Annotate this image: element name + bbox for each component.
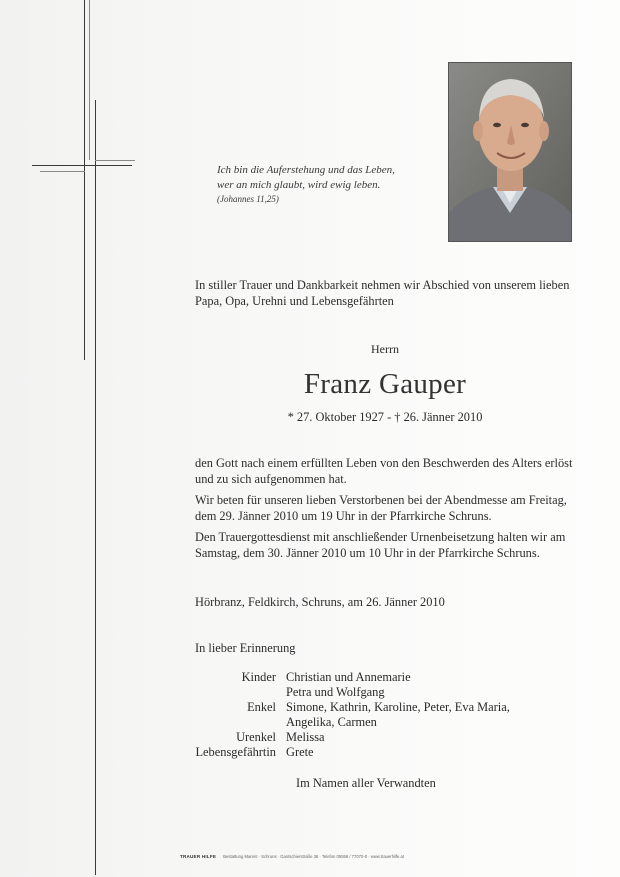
footer-text: Bestattung Marent · Schruns · Gantschierstraße 36 · Telefon 05556 / 77070-0 · www.trauerhilfe.at bbox=[223, 854, 405, 859]
deceased-name: Franz Gauper bbox=[303, 368, 467, 400]
quote-reference: (Johannes 11,25) bbox=[217, 194, 279, 204]
paragraph-release: den Gott nach einem erfüllten Leben von den Beschwerden des Alters erlöst und zu sich aufgenommen hat. bbox=[195, 456, 573, 486]
salutation: Herrn bbox=[371, 342, 399, 356]
portrait-photo bbox=[448, 62, 572, 242]
family-role: Kinder bbox=[241, 670, 276, 684]
family-row-great-grandchildren bbox=[170, 730, 570, 745]
family-names: Petra und Wolfgang bbox=[286, 685, 385, 699]
quote-line-1: Ich bin die Auferstehung und das Leben, bbox=[217, 164, 395, 176]
memory-heading: In lieber Erinnerung bbox=[195, 641, 296, 655]
family-names: Angelika, Carmen bbox=[286, 715, 377, 729]
footer bbox=[180, 854, 600, 859]
family-row-children bbox=[170, 670, 570, 700]
family-list bbox=[170, 670, 570, 760]
life-dates: * 27. Oktober 1927 - † 26. Jänner 2010 bbox=[287, 410, 483, 424]
quote-line-2: wer an mich glaubt, wird ewig leben. bbox=[217, 178, 381, 191]
family-role: Lebensgefährtin bbox=[195, 745, 276, 759]
family-role: Enkel bbox=[247, 700, 276, 714]
paragraph-evening-mass: Wir beten für unseren lieben Verstorbenen bei der Abendmesse am Freitag, dem 29. Jänner 2010 um 19 Uhr in der Pfarrkirche Schruns. bbox=[195, 493, 567, 523]
signoff: Im Namen aller Verwandten bbox=[296, 776, 436, 790]
family-names: Melissa bbox=[286, 730, 325, 744]
family-row-grandchildren bbox=[170, 700, 570, 730]
family-role: Urenkel bbox=[236, 730, 276, 744]
family-row-partner bbox=[170, 745, 570, 760]
footer-brand: TRAUER HILFE bbox=[180, 854, 217, 859]
cross-ornament bbox=[0, 0, 160, 877]
intro-text: In stiller Trauer und Dankbarkeit nehmen wir Abschied von unserem lieben Papa, Opa, Urehni und Lebensgefährten bbox=[195, 278, 570, 308]
family-names: Simone, Kathrin, Karoline, Peter, Eva Maria, bbox=[286, 700, 510, 714]
place-date: Hörbranz, Feldkirch, Schruns, am 26. Jänner 2010 bbox=[195, 595, 445, 609]
paragraph-funeral-service: Den Trauergottesdienst mit anschließender Urnenbeisetzung halten wir am Samstag, dem 30. Jänner 2010 um 10 Uhr in der Pfarrkirche Schruns. bbox=[195, 530, 566, 560]
family-names: Grete bbox=[286, 745, 314, 759]
bible-quote bbox=[217, 163, 437, 206]
family-names: Christian und Annemarie bbox=[286, 670, 411, 684]
